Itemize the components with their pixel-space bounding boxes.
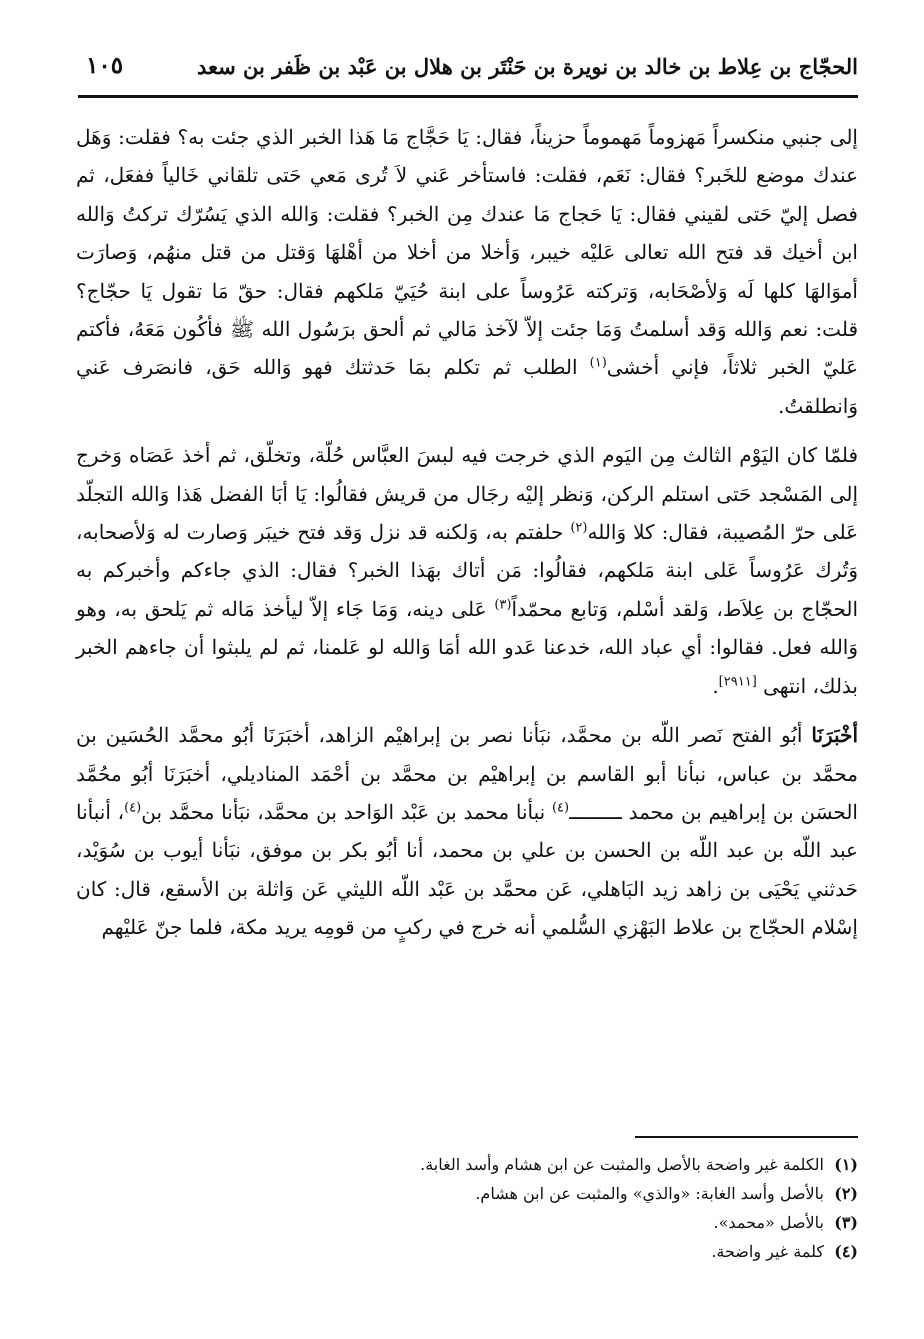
page-number: ١٠٥ [86,52,124,79]
paragraph-2-end: . [712,673,719,698]
footnote-ref-4: (٤) [551,800,570,816]
paragraph-1 [76,118,858,425]
footnote-number: (٣) [834,1213,858,1232]
paragraph-1-text-a: إلى جنبي منكسراً مَهزوماً مَهموماً حزيناً، فقال: يَا حَجَّاج مَا هَذا الخبر الذي جئت به؟ فقلت: وَهَل عندك موضع للخَبر؟ فقال: نَعَم، فقلت: فاستأخر عَني لاَ تُرى مَعي حَتى تلقاني خَالياً ففعَل، ثم فصل إليّ حَتى لقيني فقال: يَا حَجاج مَا عندك مِن الخبر؟ فقلت: وَالله الذي يَسُرّك تركتُ وَالله ابن أخيك قد فتح الله تعالى عَليْه خيبر، وَأخلا من أخلا من أهْلهَا وَقتل من قتل منهُم، وَصارَت أموَالهَا كلها لَه وَلأصْحَابه، وَتركته عَرُوساً على ابنة حُيَيّ مَلكهم فقال: حقّ مَا تقول يَا حجّاج؟ قلت: نعم وَالله وَقد أسلمتُ وَمَا جئت إلاّ لآخذ مَالي ثم ألحق برَسُول الله ﷺ فأكُون مَعَهُ، فأكتم عَليّ الخبر ثلاثاً، فإني أخشى [76,125,859,380]
page-header [78,48,858,88]
paragraph-3 [76,716,858,946]
isnad-lead-term: أخْبَرَنَا [811,723,858,748]
footnote-text: بالأصل «محمد». [713,1213,824,1232]
footnote-number: (٤) [834,1242,858,1261]
footnote [78,1208,858,1237]
footnote-text: بالأصل وأسد الغابة: «والذي» والمثبت عن ابن هشام. [475,1184,824,1203]
header-rule [78,95,858,98]
paragraph-3-text-a: أبُو الفتح نَصر اللّه بن محمَّد، نبَأنا نصر بن إبراهيْم الزاهد، أخبَرَنَا أبُو محمَّد الحُسَين بن محمَّد بن عباس، نبأنا أبو القاسم بن إبراهيْم بن محمَّد بن أحْمَد المناديلي، أخبَرَنَا أبُو محُمَّد الحسَن بن إبراهيم بن محمد ـــــــــ [76,723,858,824]
footnote [78,1150,858,1179]
source-ref: [٢٩١١] [718,674,757,690]
paragraph-2-text-b: حلفتم به، وَلكنه قد نزل وَقد فتح خيبَر وَصارت له وَلأصحابه، وَتُرك عَرُوساً عَلى ابنة مَلكهم، فقالُوا: مَن أتاك بهَذا الخبر؟ فقال: الذي جاءكم وأخبركم به الحجّاج بن عِلاَط، وَلقد أسْلم، وَتابع محمّداً [76,520,859,621]
main-text [76,118,858,947]
footnote-ref-4b: (٤) [124,800,142,816]
footnote [78,1179,858,1208]
paragraph-2 [76,436,858,705]
footnote-rule [635,1136,858,1138]
footnote-ref-3: (٣) [494,597,512,613]
footnote-text: كلمة غير واضحة. [711,1242,824,1261]
footnote [78,1237,858,1266]
paragraph-2-text-c: عَلى دينه، وَمَا جَاء إلاّ ليأخذ مَاله ثم يَلحق به، وهو وَالله فعل. فقالوا: أي عباد الله، خدعنا عَدو الله أمَا وَالله لو عَلمنا، ثم لم يلبثوا أن جاءهم الخبر بذلك، انتهى [76,596,858,698]
running-head: الحجّاج بن عِلاط بن خالد بن نويرة بن حَنْتَر بن هلال بن عَبْد بن ظَفر بن سعد [197,54,858,79]
footnote-ref-1: (١) [589,355,607,371]
footnotes [78,1150,858,1266]
paragraph-3-text-c: ، أنبأنا عبد اللّه بن عبد اللّه بن الحسن بن علي بن محمد، أنا أبُو بكر بن موفق، نبَأنا أيوب بن سُوَيْد، حَدثني يَحْيَى بن زاهد زيد البَاهلي، عَن محمَّد بن عَبْد اللّه الليثي عَن وَاثلة بن الأسقع، قال: كان إسْلام الحجّاج بن علاط البَهْزي السُّلمي أنه خرج في ركبٍ من قومِه يريد مكة، فلما جنّ عَليْهم [76,799,858,940]
paragraph-1-text-b: الطلب ثم تكلم بمَا حَدثتك فهو وَالله حَق، فانصَرف عَني وَانطلقتُ. [76,355,858,418]
paragraph-3-text-b: نبأنا محمد بن عَبْد الوَاحد بن محمَّد، نبَأنا محمَّد بن [141,799,546,824]
footnote-number: (٢) [834,1184,858,1203]
paragraph-2-text-a: فلمّا كان اليَوْم الثالث مِن اليَوم الذي خرجت فيه لبسَ العبَّاس حُلّة، وتخلّق، ثم أخذ عَصَاه وَخرج إلى المَسْجد حَتى استلم الركن، وَنظر إليْه رجَال من قريش فقالُوا: يَا أبَا الفضل هَذا وَالله التجلّد عَلى حرّ المُصيبة، فقال: كلا وَالله [76,443,858,545]
footnote-number: (١) [834,1155,858,1174]
footnote-text: الكلمة غير واضحة بالأصل والمثبت عن ابن هشام وأسد الغابة. [420,1155,824,1174]
footnote-ref-2: (٢) [570,520,588,536]
